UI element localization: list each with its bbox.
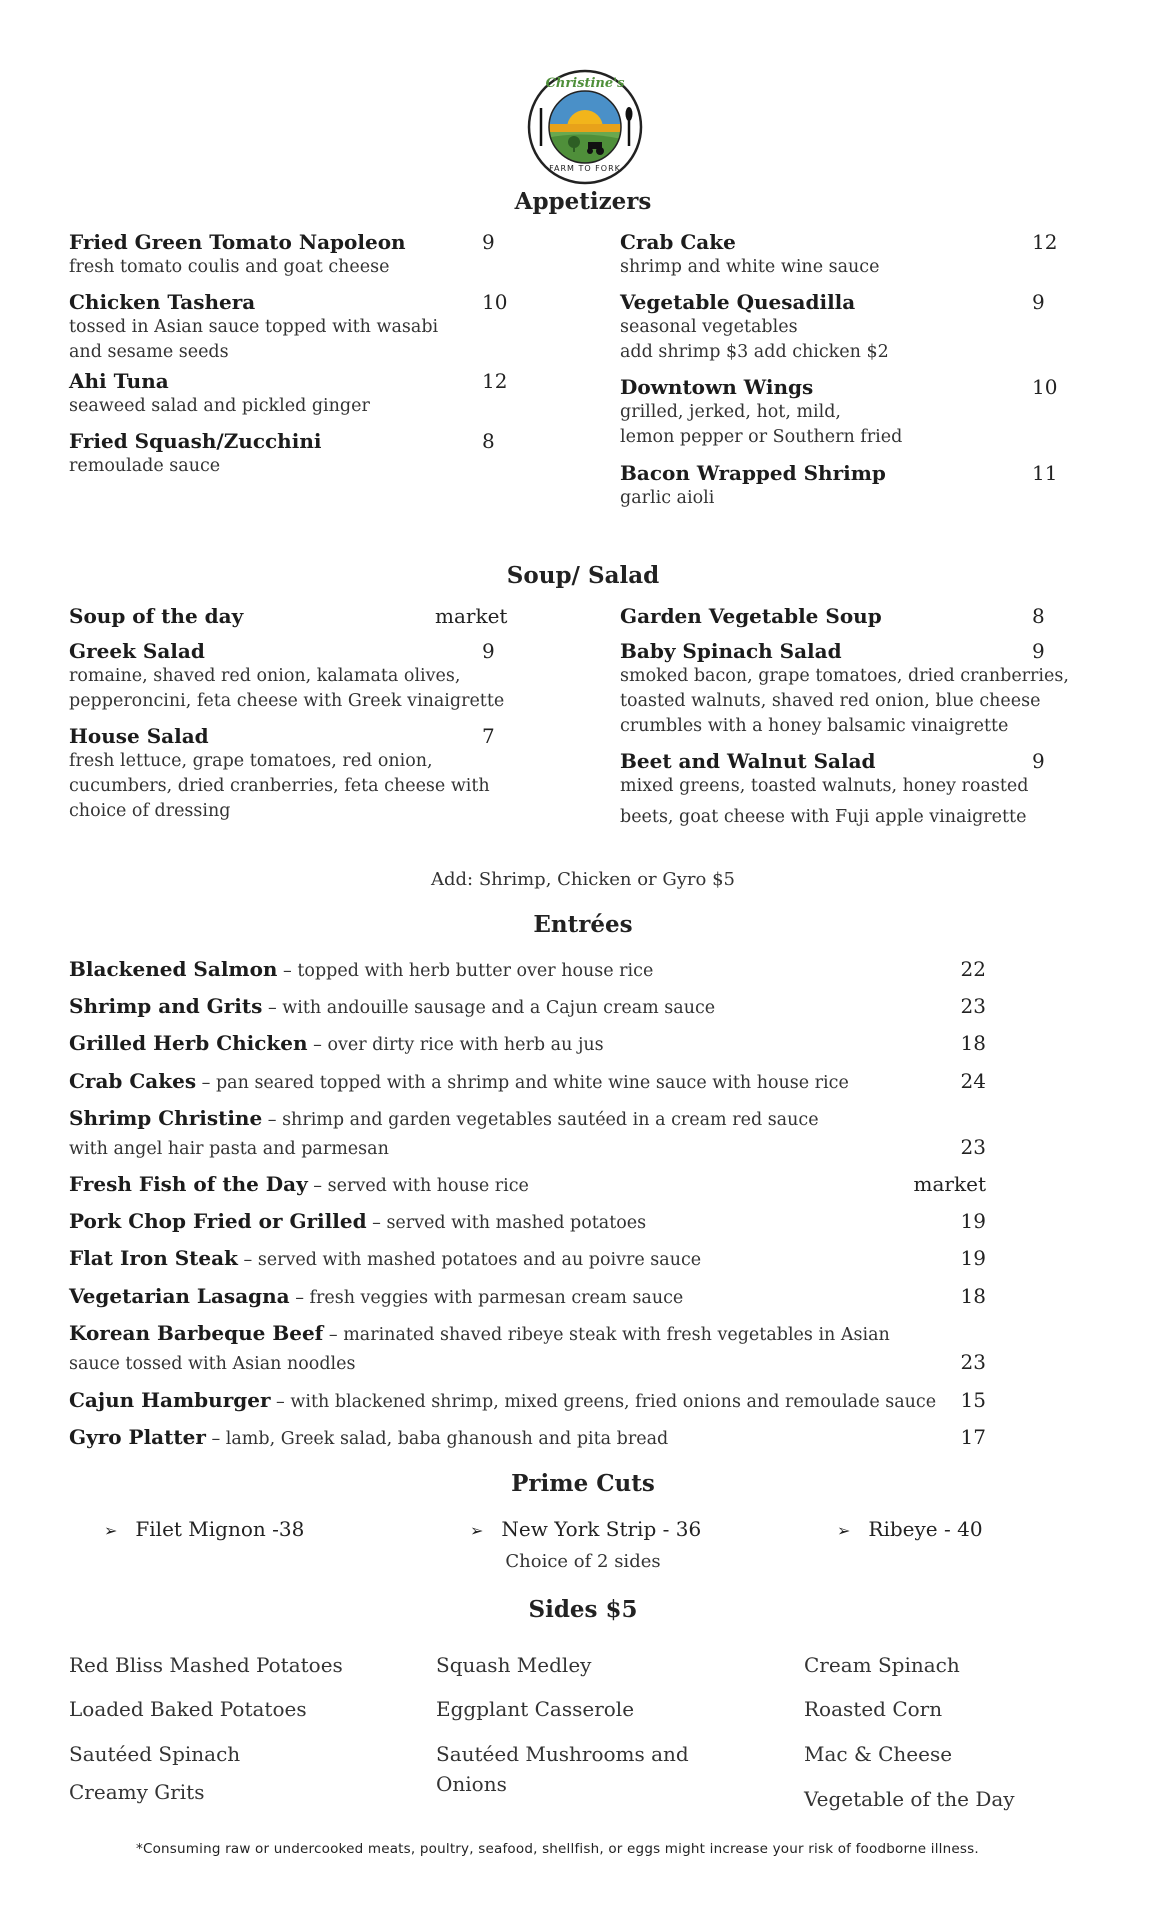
side-item: Squash Medley: [436, 1653, 592, 1677]
item-price: 8: [1032, 604, 1045, 628]
menu-item: [620, 460, 886, 511]
item-price: 7: [482, 724, 495, 748]
item-desc: remoulade sauce: [69, 456, 221, 476]
entree-price: market: [913, 1172, 986, 1196]
menu-item: [620, 603, 882, 629]
item-name: Ahi Tuna: [69, 369, 169, 393]
item-desc: toasted walnuts, shaved red onion, blue cheese: [620, 691, 1041, 711]
entree-item: Flat Iron Steak – served with mashed potatoes and au poivre sauce: [69, 1246, 702, 1270]
item-desc: seasonal vegetables: [620, 317, 798, 337]
item-name: Fried Squash/Zucchini: [69, 429, 322, 453]
item-desc: crumbles with a honey balsamic vinaigrette: [620, 716, 1009, 736]
entree-item: Fresh Fish of the Day – served with house rice: [69, 1172, 529, 1196]
entree-desc: pan seared topped with a shrimp and white wine sauce with house rice: [215, 1073, 849, 1093]
prime-cuts-heading: Prime Cuts: [511, 1470, 655, 1497]
item-desc: romaine, shaved red onion, kalamata olives,: [69, 666, 461, 686]
menu-item: [69, 428, 321, 479]
prime-cut-item: [837, 1515, 983, 1545]
logo: [526, 68, 644, 186]
appetizers-heading: Appetizers: [514, 188, 652, 215]
arrow-bullet-icon: ➢: [470, 1521, 484, 1540]
side-item: Loaded Baked Potatoes: [69, 1697, 307, 1721]
item-desc: cucumbers, dried cranberries, feta cheese with: [69, 776, 490, 796]
item-price: 11: [1032, 461, 1058, 485]
item-price: 9: [1032, 639, 1045, 663]
side-item: Roasted Corn: [804, 1697, 943, 1721]
item-name: Soup of the day: [69, 604, 244, 628]
entree-item: Crab Cakes – pan seared topped with a shrimp and white wine sauce with house rice: [69, 1069, 849, 1093]
entree-name: Grilled Herb Chicken: [69, 1031, 308, 1055]
item-name: Vegetable Quesadilla: [620, 290, 856, 314]
entree-price: 22: [960, 957, 986, 981]
entree-item: Gyro Platter – lamb, Greek salad, baba ghanoush and pita bread: [69, 1425, 669, 1449]
entree-item: Korean Barbeque Beef – marinated shaved ribeye steak with fresh vegetables in Asian sauce tossed with Asian noodles: [69, 1321, 890, 1374]
prime-cut-label: Ribeye - 40: [868, 1517, 983, 1541]
entree-name: Cajun Hamburger: [69, 1388, 271, 1412]
menu-item: [69, 229, 406, 280]
entree-desc: marinated shaved ribeye steak with fresh vegetables in Asian: [343, 1325, 890, 1345]
entree-name: Flat Iron Steak: [69, 1246, 238, 1270]
entree-item: Blackened Salmon – topped with herb butter over house rice: [69, 957, 654, 981]
menu-item: [69, 638, 504, 714]
menu-item: [69, 289, 438, 365]
item-name: Bacon Wrapped Shrimp: [620, 461, 886, 485]
entree-price: 18: [960, 1284, 986, 1308]
prime-cut-item: [104, 1515, 304, 1545]
entree-name: Gyro Platter: [69, 1425, 206, 1449]
entree-price: 23: [960, 1135, 986, 1159]
prime-cuts-note: Choice of 2 sides: [505, 1551, 661, 1572]
entree-item: Vegetarian Lasagna – fresh veggies with parmesan cream sauce: [69, 1284, 684, 1308]
entree-name: Shrimp and Grits: [69, 994, 263, 1018]
item-price: 12: [482, 369, 508, 393]
sides-heading: Sides $5: [528, 1596, 638, 1623]
menu-item: [620, 638, 1069, 739]
entree-desc: with blackened shrimp, mixed greens, fried onions and remoulade sauce: [290, 1392, 937, 1412]
item-price: 9: [1032, 290, 1045, 314]
item-price: 12: [1032, 230, 1058, 254]
entree-price: 24: [960, 1069, 986, 1093]
side-item: Onions: [436, 1772, 507, 1796]
item-price: 8: [482, 429, 495, 453]
item-desc: add shrimp $3 add chicken $2: [620, 342, 889, 362]
entrees-heading: Entrées: [533, 911, 633, 938]
item-desc: beets, goat cheese with Fuji apple vinaigrette: [620, 807, 1027, 827]
menu-item: [69, 368, 370, 419]
menu-item: [620, 748, 1028, 830]
entree-item: Pork Chop Fried or Grilled – served with mashed potatoes: [69, 1209, 647, 1233]
entree-desc: with angel hair pasta and parmesan: [69, 1139, 389, 1159]
disclaimer: *Consuming raw or undercooked meats, poultry, seafood, shellfish, or eggs might increase your risk of foodborne illness.: [136, 1841, 979, 1857]
entree-desc: over dirty rice with herb au jus: [327, 1035, 604, 1055]
prime-cut-label: New York Strip - 36: [501, 1517, 702, 1541]
side-item: Vegetable of the Day: [804, 1787, 1015, 1811]
menu-item: [620, 289, 889, 365]
menu-item: [620, 374, 902, 450]
item-price: 9: [482, 230, 495, 254]
entree-price: 19: [960, 1209, 986, 1233]
menu-item: [620, 229, 879, 280]
item-desc: seaweed salad and pickled ginger: [69, 396, 370, 416]
item-desc: smoked bacon, grape tomatoes, dried cranberries,: [620, 666, 1069, 686]
prime-cut-label: Filet Mignon -38: [135, 1517, 305, 1541]
side-item: Creamy Grits: [69, 1780, 205, 1804]
entree-desc: served with mashed potatoes: [386, 1213, 647, 1233]
item-price: 10: [482, 290, 508, 314]
menu-item: [69, 723, 490, 824]
entree-price: 23: [960, 994, 986, 1018]
item-price: 10: [1032, 375, 1058, 399]
logo-bottom-text: FARM TO FORK: [549, 164, 621, 173]
item-price: market: [435, 604, 508, 628]
entree-price: 23: [960, 1350, 986, 1374]
entree-desc: topped with herb butter over house rice: [297, 961, 654, 981]
entree-price: 15: [960, 1388, 986, 1412]
item-desc: grilled, jerked, hot, mild,: [620, 402, 841, 422]
side-item: Cream Spinach: [804, 1653, 960, 1677]
side-item: Mac & Cheese: [804, 1742, 953, 1766]
entree-price: 17: [960, 1425, 986, 1449]
entree-desc: lamb, Greek salad, baba ghanoush and pita bread: [225, 1429, 669, 1449]
item-desc: tossed in Asian sauce topped with wasabi: [69, 317, 439, 337]
item-name: Beet and Walnut Salad: [620, 749, 876, 773]
entree-name: Shrimp Christine: [69, 1106, 263, 1130]
entree-item: Shrimp and Grits – with andouille sausage and a Cajun cream sauce: [69, 994, 716, 1018]
entree-desc: served with mashed potatoes and au poivre sauce: [257, 1250, 702, 1270]
entree-desc: sauce tossed with Asian noodles: [69, 1354, 356, 1374]
side-item: Red Bliss Mashed Potatoes: [69, 1653, 343, 1677]
arrow-bullet-icon: ➢: [104, 1521, 118, 1540]
entree-desc: with andouille sausage and a Cajun cream sauce: [282, 998, 716, 1018]
entree-name: Crab Cakes: [69, 1069, 197, 1093]
entree-name: Blackened Salmon: [69, 957, 278, 981]
item-price: 9: [482, 639, 495, 663]
entree-name: Pork Chop Fried or Grilled: [69, 1209, 367, 1233]
side-item: Sautéed Mushrooms and: [436, 1742, 689, 1766]
item-desc: lemon pepper or Southern fried: [620, 427, 903, 447]
item-name: Chicken Tashera: [69, 290, 256, 314]
item-name: House Salad: [69, 724, 209, 748]
entree-desc: shrimp and garden vegetables sautéed in a cream red sauce: [282, 1110, 819, 1130]
entree-desc: served with house rice: [327, 1176, 529, 1196]
entree-name: Korean Barbeque Beef: [69, 1321, 324, 1345]
arrow-bullet-icon: ➢: [837, 1521, 851, 1540]
item-desc: shrimp and white wine sauce: [620, 257, 880, 277]
entree-item: Grilled Herb Chicken – over dirty rice with herb au jus: [69, 1031, 604, 1055]
item-desc: fresh lettuce, grape tomatoes, red onion,: [69, 751, 433, 771]
item-name: Fried Green Tomato Napoleon: [69, 230, 406, 254]
item-desc: fresh tomato coulis and goat cheese: [69, 257, 390, 277]
item-price: 9: [1032, 749, 1045, 773]
side-item: Eggplant Casserole: [436, 1697, 635, 1721]
soup-salad-heading: Soup/ Salad: [506, 562, 660, 589]
item-desc: pepperoncini, feta cheese with Greek vinaigrette: [69, 691, 505, 711]
logo-top-text: Christine's: [545, 76, 625, 91]
item-name: Greek Salad: [69, 639, 205, 663]
entree-name: Fresh Fish of the Day: [69, 1172, 308, 1196]
item-name: Downtown Wings: [620, 375, 814, 399]
item-desc: choice of dressing: [69, 801, 231, 821]
item-desc: garlic aioli: [620, 488, 715, 508]
menu-item: [69, 603, 243, 629]
side-item: Sautéed Spinach: [69, 1742, 241, 1766]
entree-name: Vegetarian Lasagna: [69, 1284, 290, 1308]
entree-desc: fresh veggies with parmesan cream sauce: [309, 1288, 684, 1308]
entree-item: Cajun Hamburger – with blackened shrimp, mixed greens, fried onions and remoulade sauce: [69, 1388, 937, 1412]
add-on-note: Add: Shrimp, Chicken or Gyro $5: [430, 869, 735, 890]
item-name: Crab Cake: [620, 230, 736, 254]
item-desc: mixed greens, toasted walnuts, honey roasted: [620, 776, 1029, 796]
entree-price: 19: [960, 1246, 986, 1270]
entree-price: 18: [960, 1031, 986, 1055]
item-name: Garden Vegetable Soup: [620, 604, 882, 628]
entree-item: Shrimp Christine – shrimp and garden vegetables sautéed in a cream red sauce with angel hair pasta and parmesan: [69, 1106, 819, 1159]
prime-cut-item: [470, 1515, 701, 1545]
item-desc: and sesame seeds: [69, 342, 229, 362]
item-name: Baby Spinach Salad: [620, 639, 842, 663]
